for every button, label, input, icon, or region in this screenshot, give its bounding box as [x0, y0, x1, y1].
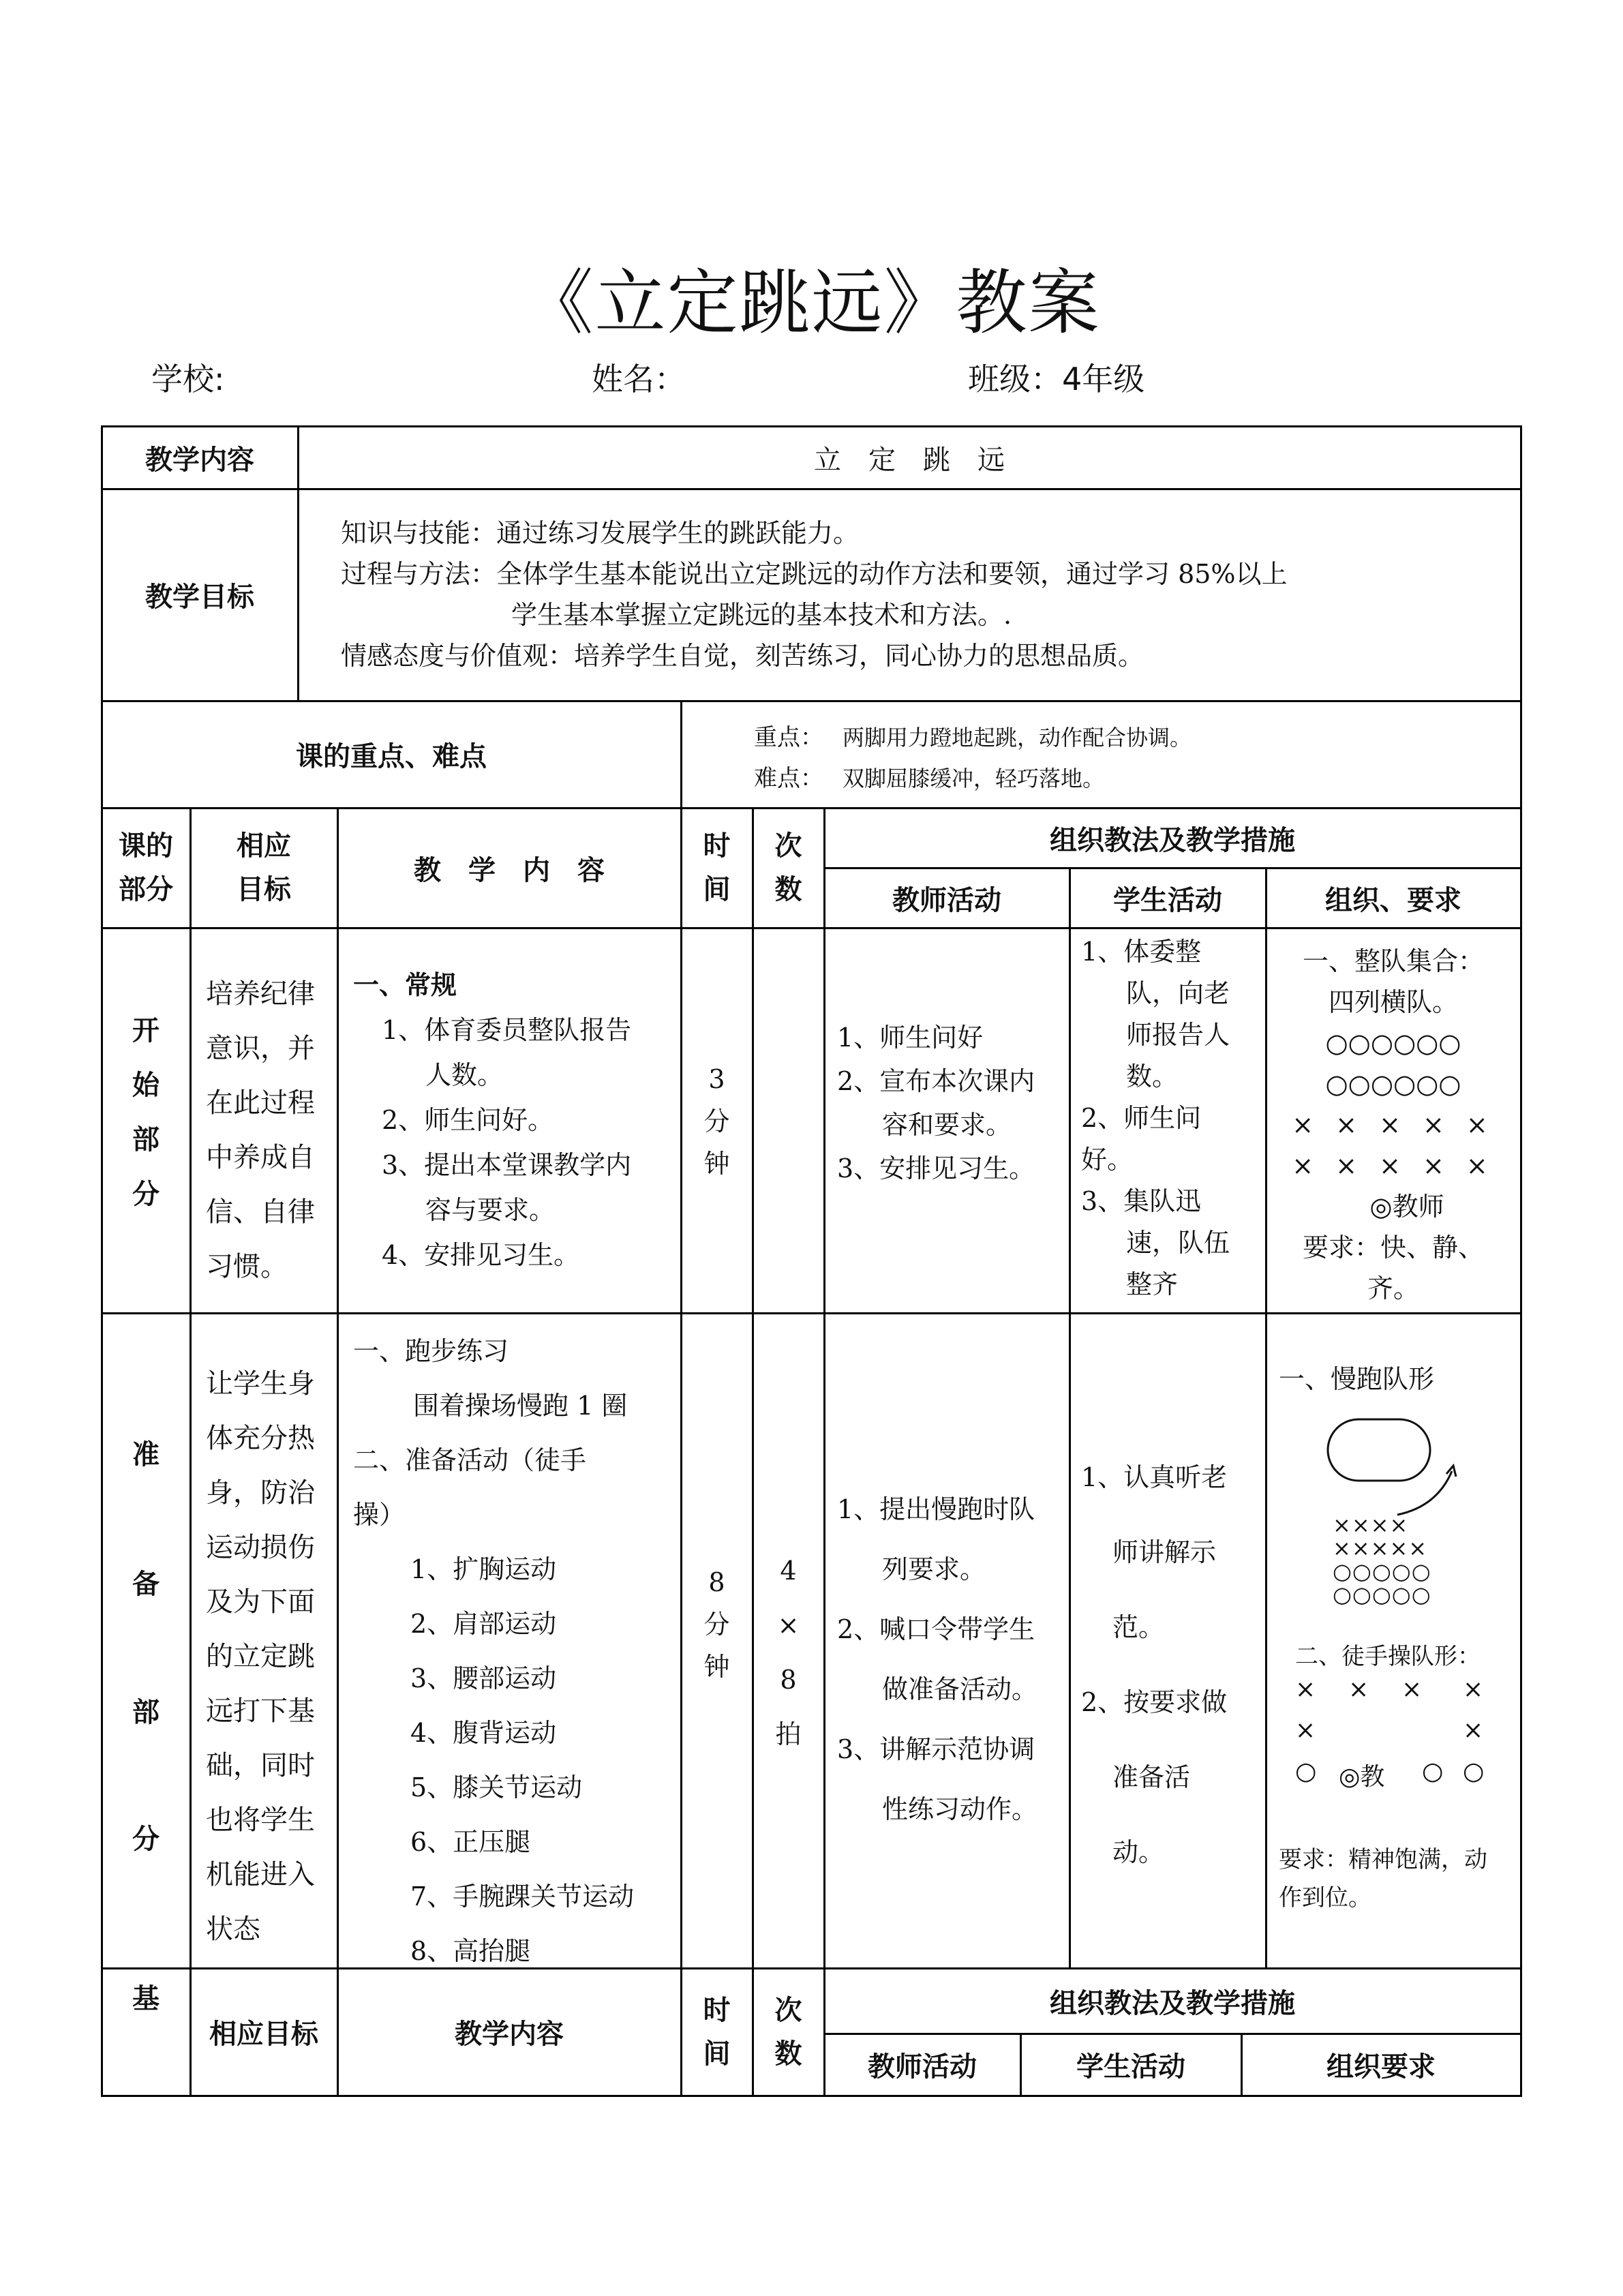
objective-process: 过程与方法：全体学生基本能说出立定跳远的动作方法和要领，通过学习 85%以上 [341, 559, 1288, 589]
content-line: 6、正压腿 [410, 1827, 531, 1857]
goal-line: 及为下面 [206, 1586, 315, 1618]
student-line: 整齐 [1126, 1269, 1179, 1299]
basic-count-line1: 次 [774, 1994, 802, 2026]
header-part-line1: 课的 [119, 830, 173, 862]
org-requirement: 要求：快、静、 [1302, 1233, 1484, 1263]
header-teacher: 教师活动 [892, 884, 1001, 916]
basic-org: 组织教法及教学措施 [1050, 1987, 1295, 2019]
time-line: 钟 [703, 1149, 730, 1179]
start-goal [206, 967, 315, 1294]
goal-line: 培养纪律 [206, 978, 315, 1010]
goal-line: 也将学生 [206, 1804, 315, 1836]
teacher-line: 列要求。 [882, 1554, 986, 1584]
content-line: 1、扩胸运动 [410, 1554, 557, 1584]
goal-line: 在此过程 [206, 1087, 315, 1119]
objective-attitude: 情感态度与价值观：培养学生自觉，刻苦练习，同心协力的思想品质。 [341, 641, 1144, 671]
teacher-line: 3、安排见习生。 [837, 1153, 1035, 1183]
time-line: 3 [708, 1064, 725, 1094]
goal-line: 身，防治 [206, 1477, 315, 1509]
start-part-char: 始 [132, 1070, 160, 1101]
content-line: 一、常规 [353, 970, 457, 1000]
org-requirement: 要求：精神饱满，动 [1279, 1846, 1487, 1873]
student-line: 师报告人 [1126, 1020, 1230, 1050]
basic-time-line1: 时 [703, 1994, 731, 2026]
student-line: 速，队伍 [1126, 1228, 1230, 1258]
basic-part: 基 [132, 1982, 160, 2014]
formation-cross: × [1463, 1676, 1484, 1704]
calisthenics-row-2 [1295, 1717, 1506, 1751]
header-part [102, 809, 189, 927]
goal-line: 础，同时 [206, 1750, 315, 1781]
start-part-char: 部 [132, 1124, 160, 1155]
teacher-line: 1、提出慢跑时队 [837, 1494, 1035, 1524]
prep-count [753, 1543, 823, 1762]
student-line: 3、集队迅 [1081, 1186, 1202, 1216]
teacher-line: 2、宣布本次课内 [837, 1066, 1035, 1096]
formation-row-circles: ○○○○○○ [1325, 1028, 1461, 1058]
prep-part-char: 备 [132, 1569, 160, 1600]
formation-cross: × [1348, 1676, 1369, 1704]
content-line: 5、膝关节运动 [410, 1772, 583, 1802]
goal-line: 意识，并 [206, 1033, 315, 1064]
formation-row: ○○○○○ [1333, 1582, 1431, 1607]
prep-org-title: 一、慢跑队形 [1279, 1364, 1435, 1394]
content-line: 操） [353, 1500, 406, 1530]
formation-circle: ○ [1422, 1757, 1444, 1785]
student-line: 师讲解示 [1112, 1537, 1217, 1567]
school-label: 学校: [151, 361, 225, 397]
time-line: 8 [708, 1567, 725, 1597]
formation-circle: ○ [1463, 1757, 1485, 1785]
formation-cross: × [1295, 1676, 1316, 1704]
start-teacher [837, 1016, 1035, 1190]
jogging-formation [1333, 1513, 1431, 1606]
basic-count [753, 1969, 823, 2095]
teacher-position: ◎教师 [1369, 1192, 1444, 1222]
content-line: 二、准备活动（徒手 [353, 1445, 587, 1475]
difficulty-text: 双脚屈膝缓冲，轻巧落地。 [843, 766, 1105, 791]
header-goal-line2: 目标 [237, 874, 291, 905]
teacher-line: 做准备活动。 [882, 1674, 1038, 1704]
header-org-req: 组织、要求 [1325, 884, 1461, 916]
formation-row: ○○○○○ [1333, 1558, 1431, 1584]
goal-line: 机能进入 [206, 1859, 315, 1890]
student-line: 队，向老 [1126, 978, 1230, 1008]
calisthenics-row-1 [1295, 1676, 1506, 1710]
goal-line: 让学生身 [206, 1368, 315, 1400]
content-line: 1、体育委员整队报告 [382, 1015, 632, 1045]
basic-teacher: 教师活动 [868, 2051, 977, 2083]
student-line: 1、体委整 [1081, 937, 1202, 967]
page-title: 《立定跳远》教案 [522, 261, 1101, 344]
student-line: 范。 [1112, 1612, 1165, 1642]
time-line: 分 [703, 1106, 730, 1136]
prep-teacher [837, 1479, 1037, 1839]
header-time-line1: 时 [703, 830, 731, 862]
goal-line: 的立定跳 [206, 1641, 315, 1672]
header-goal-line1: 相应 [237, 830, 291, 862]
start-org [1266, 941, 1520, 1309]
goal-line: 运动损伤 [206, 1532, 315, 1563]
teacher-line: 1、师生问好 [837, 1023, 984, 1053]
student-line: 1、认真听老 [1081, 1462, 1228, 1492]
name-label: 姓名： [592, 361, 686, 397]
student-line: 2、按要求做 [1081, 1687, 1228, 1717]
header-org: 组织教法及教学措施 [1050, 824, 1295, 856]
goal-line: 体充分热 [206, 1423, 315, 1454]
formation-circle: ○ [1295, 1757, 1317, 1785]
content-line: 7、手腕踝关节运动 [410, 1882, 635, 1912]
org-requirement: 作到位。 [1279, 1884, 1371, 1912]
header-time-line2: 间 [703, 874, 731, 905]
goal-line: 远打下基 [206, 1695, 315, 1727]
teacher-line: 2、喊口令带学生 [837, 1614, 1035, 1644]
count-line: 拍 [775, 1719, 802, 1749]
goal-line: 中养成自 [206, 1142, 315, 1173]
student-line: 2、师生问 [1081, 1103, 1202, 1133]
prep-part-char: 准 [132, 1439, 160, 1470]
content-line: 8、高抬腿 [410, 1936, 531, 1966]
formation-row-circles: ○○○○○○ [1325, 1069, 1461, 1099]
content-line: 容与要求。 [425, 1195, 556, 1225]
header-goal [191, 809, 337, 927]
content-line: 4、安排见习生。 [382, 1240, 580, 1270]
prep-time [682, 1561, 752, 1688]
time-line: 钟 [703, 1652, 730, 1682]
prep-part-char: 部 [132, 1697, 160, 1728]
header-part-line2: 部分 [119, 874, 173, 905]
prep-part-char: 分 [132, 1824, 160, 1855]
count-line: × [777, 1610, 800, 1640]
calisthenics-row-3 [1295, 1757, 1506, 1792]
count-line: 8 [780, 1665, 797, 1695]
content-label: 教学内容 [145, 444, 254, 476]
content-line: 3、腰部运动 [410, 1663, 557, 1693]
prep-org-sub: 二、徒手操队形： [1295, 1643, 1481, 1670]
basic-content: 教学内容 [455, 2019, 564, 2050]
keypoints-label: 课的重点、难点 [296, 741, 487, 772]
start-content [353, 963, 631, 1278]
content-line: 一、跑步练习 [353, 1336, 509, 1366]
prep-content [353, 1324, 634, 1978]
prep-student [1081, 1440, 1227, 1890]
basic-goal: 相应目标 [209, 2019, 318, 2050]
content-line: 围着操场慢跑 1 圈 [413, 1391, 628, 1421]
start-part-char: 开 [132, 1015, 160, 1046]
content-line: 2、肩部运动 [410, 1609, 557, 1639]
content-line: 4、腹背运动 [410, 1718, 557, 1748]
header-content: 教 学 内 容 [414, 854, 605, 886]
student-line: 好。 [1081, 1145, 1134, 1175]
student-line: 准备活 [1112, 1762, 1191, 1792]
start-student [1081, 931, 1230, 1305]
student-line: 动。 [1112, 1837, 1165, 1867]
content-value: 立 定 跳 远 [814, 444, 1005, 476]
objective-process-cont: 学生基本掌握立定跳远的基本技术和方法。. [511, 600, 1012, 630]
teacher-line: 容和要求。 [882, 1110, 1012, 1140]
org-line: 一、整队集合： [1302, 946, 1484, 976]
formation-cross: × [1295, 1717, 1316, 1744]
basic-student: 学生活动 [1076, 2051, 1185, 2083]
count-line: 4 [780, 1556, 797, 1586]
header-count [753, 809, 823, 927]
start-part-char: 分 [132, 1179, 160, 1210]
formation-row: ××××× [1333, 1535, 1428, 1561]
formation-cross: × [1463, 1717, 1484, 1744]
content-line: 3、提出本堂课教学内 [382, 1150, 632, 1180]
header-student: 学生活动 [1113, 884, 1222, 916]
org-line: 四列横队。 [1328, 987, 1458, 1017]
start-time [682, 1058, 752, 1185]
formation-row: ×××× [1333, 1512, 1409, 1538]
content-line: 2、师生问好。 [382, 1105, 554, 1135]
teacher-line: 3、讲解示范协调 [837, 1734, 1035, 1764]
formation-row-crosses: × × × × × [1292, 1110, 1495, 1140]
basic-org-req: 组织要求 [1326, 2051, 1436, 2083]
header-count-line1: 次 [774, 830, 802, 862]
student-line: 数。 [1126, 1061, 1179, 1091]
key-label: 重点： [754, 724, 823, 751]
goal-line: 信、自律 [206, 1196, 315, 1228]
formation-cross: × [1401, 1676, 1423, 1704]
goal-line: 状态 [206, 1914, 260, 1945]
content-line: 人数。 [425, 1060, 504, 1090]
header-count-line2: 数 [774, 874, 802, 905]
basic-time [682, 1969, 752, 2095]
basic-count-line2: 数 [774, 2038, 802, 2070]
goal-line: 习惯。 [206, 1251, 288, 1282]
basic-time-line2: 间 [703, 2038, 731, 2070]
time-line: 分 [703, 1610, 730, 1640]
objective-knowledge: 知识与技能：通过练习发展学生的跳跃能力。 [341, 518, 860, 548]
keypoints-text [754, 717, 1192, 799]
header-time [682, 809, 752, 927]
org-requirement: 齐。 [1367, 1273, 1419, 1303]
prep-goal [206, 1357, 315, 1957]
objectives-text [341, 513, 1288, 676]
key-text: 两脚用力蹬地起跳，动作配合协调。 [843, 725, 1192, 751]
objectives-label: 教学目标 [145, 581, 254, 613]
formation-row-crosses: × × × × × [1292, 1151, 1495, 1181]
class-label: 班级：4年级 [968, 361, 1145, 397]
teacher-line: 性练习动作。 [882, 1794, 1038, 1824]
difficulty-label: 难点： [754, 765, 823, 792]
prep-org-requirement [1279, 1841, 1487, 1917]
teacher-position: ◎教 [1339, 1763, 1385, 1791]
